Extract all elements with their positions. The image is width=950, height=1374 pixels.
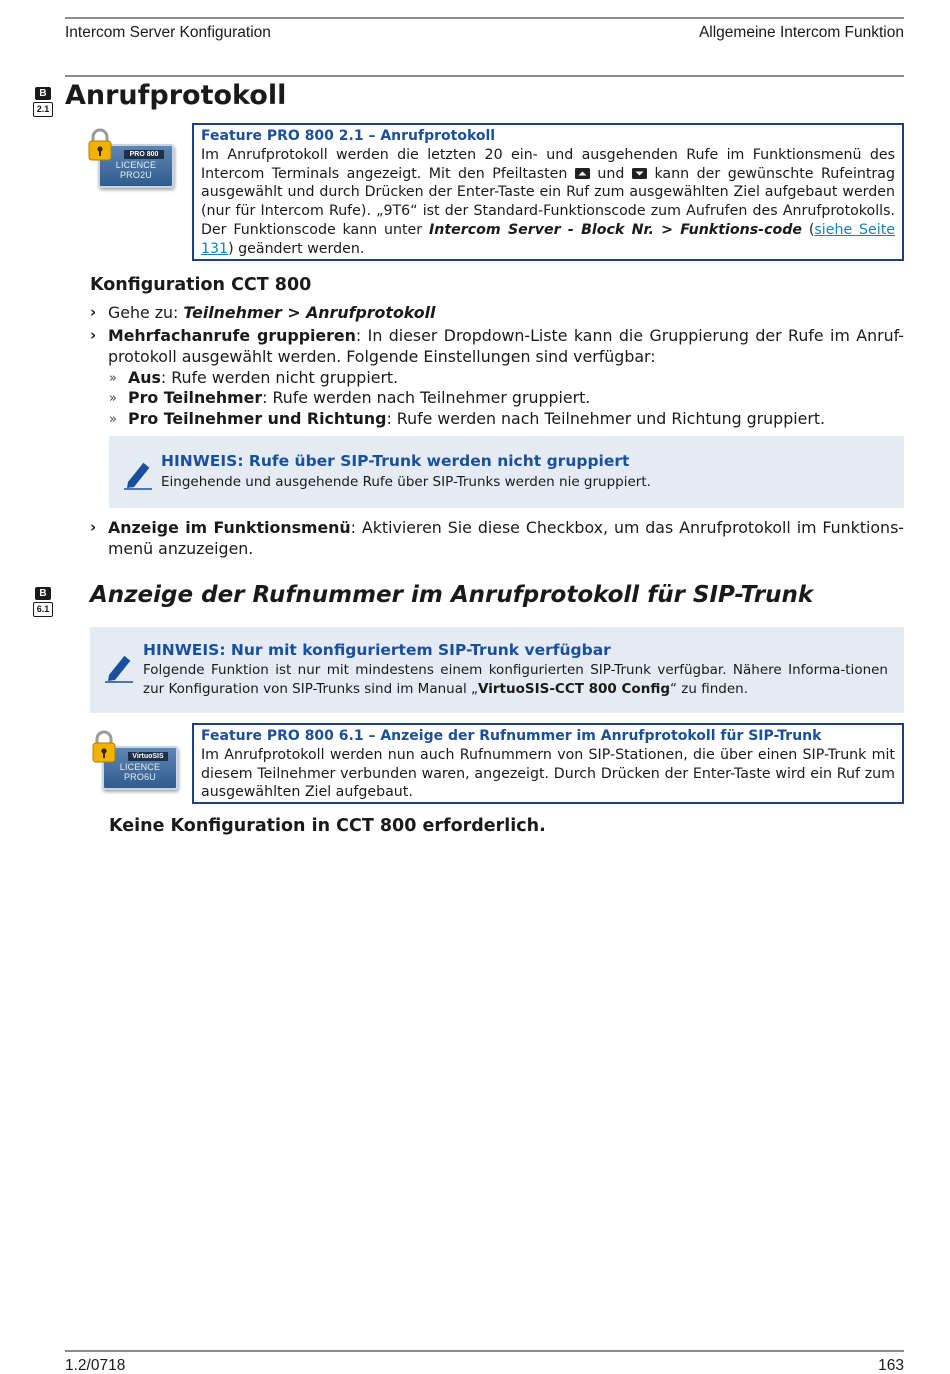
double-chevron-icon: » (109, 412, 117, 427)
footer-rule (65, 1350, 904, 1352)
option-text: : Rufe werden nach Teilnehmer gruppiert. (262, 388, 591, 407)
license-badge-pro6u (92, 730, 184, 794)
badge-letter: B (35, 587, 51, 600)
feature-text-2: kann der gewünschte Rufeintrag ausgewählt und durch Drücken der Enter-Taste ein Ruf zum ausgewählten Ziel aufgebaut werden (nur für Intercom Rufe). „9T6“ ist der Standard-Funktionscode zum Aufrufen des Anrufprotokolls. Der Funktionscode kann unter (201, 165, 895, 238)
license-big-label: LICENCE PRO2U (115, 160, 157, 180)
lock-icon (92, 730, 116, 764)
chevron-right-icon: › (90, 326, 97, 344)
option-text: : Rufe werden nach Teilnehmer und Richtung gruppiert. (386, 409, 826, 428)
no-config-heading: Keine Konfiguration in CCT 800 erforderlich. (109, 816, 546, 836)
goto-path: Teilnehmer > Anrufprotokoll (183, 303, 436, 322)
chevron-right-icon: › (90, 518, 97, 536)
double-chevron-icon: » (109, 371, 117, 386)
note-text-1: Folgende Funktion ist nur mit mindestens einem konfigurierten SIP-Trunk verfügbar. Nähere Informa-tionen zur Konfiguration von SIP-Trunks sind im Manual „ (143, 662, 888, 697)
config-heading: Konfiguration CCT 800 (90, 275, 312, 295)
header-rule (65, 17, 904, 19)
note-box-sip-grouping (109, 436, 904, 508)
display-label: Anzeige im Funktionsmenü (108, 518, 351, 537)
note-body: Eingehende und ausgehende Rufe über SIP-Trunks werden nie gruppiert. (161, 474, 651, 490)
feature-box-6-1 (192, 723, 904, 804)
note-text-2: “ zu finden. (670, 681, 749, 697)
option-label: Aus (128, 368, 161, 387)
chevron-right-icon: › (90, 303, 97, 321)
note-title: HINWEIS: Nur mit konfiguriertem SIP-Trunk verfügbar (143, 641, 611, 659)
lock-icon (88, 128, 112, 162)
license-badge-pro2u (88, 128, 180, 192)
feature-tail: ) geändert werden. (228, 240, 365, 257)
list-item-group (90, 325, 904, 367)
license-big-label: LICENCE PRO6U (119, 762, 161, 782)
option-label: Pro Teilnehmer (128, 388, 263, 407)
header-divider (65, 75, 904, 77)
feature-box-2-1 (192, 123, 904, 261)
header-left: Intercom Server Konfiguration (65, 24, 271, 41)
section-title-sip: Anzeige der Rufnummer im Anrufprotokoll für SIP-Trunk (90, 582, 814, 608)
display-text: : Aktivieren Sie diese Checkbox, um das Anrufprotokoll im Funktions-menü anzuzeigen. (108, 518, 905, 558)
option-label: Pro Teilnehmer und Richtung (128, 409, 387, 428)
badge-number: 6.1 (33, 602, 53, 617)
feature-text-1: Im Anrufprotokoll werden die letzten 20 ein- und ausgehenden Rufe im Funktionsmenü des Intercom Terminals angezeigt. Mit den Pfeiltasten (201, 146, 895, 182)
footer-version: 1.2/0718 (65, 1357, 126, 1374)
list-item-display (90, 517, 905, 559)
note-body (143, 661, 888, 699)
header-right: Allgemeine Intercom Funktion (698, 24, 904, 41)
badge-number: 2.1 (33, 102, 53, 117)
page-title: Anrufprotokoll (65, 80, 287, 111)
group-label: Mehrfachanrufe gruppieren (108, 326, 356, 345)
option-text: : Rufe werden nicht gruppiert. (160, 368, 399, 387)
feature-paren: ( (808, 221, 815, 238)
badge-letter: B (35, 87, 51, 100)
feature-title: Feature PRO 800 2.1 – Anrufprotokoll (201, 128, 496, 144)
option-item-pro-teilnehmer (109, 387, 904, 408)
option-item-pro-teilnehmer-richtung (109, 408, 904, 429)
note-box-sip-required (90, 627, 904, 713)
section-badge-6-1 (33, 587, 53, 617)
feature-and: und (597, 165, 625, 182)
feature-title: Feature PRO 800 6.1 – Anzeige der Rufnummer im Anrufprotokoll für SIP-Trunk (201, 728, 822, 744)
page-number: 163 (878, 1357, 904, 1374)
license-small-label: VirtuoSIS (128, 752, 168, 761)
goto-label: Gehe zu: (108, 303, 179, 322)
arrow-up-key-icon (575, 168, 590, 179)
page-reference-link[interactable]: siehe Seite 131 (201, 221, 895, 257)
feature-body (201, 146, 895, 259)
feature-body: Im Anrufprotokoll werden nun auch Rufnummern von SIP-Stationen, die über einen SIP-Trunk mit diesem Teilnehmer verbunden waren, angezeigt. Durch Drücken der Enter-Taste wird ein Ruf zum ausgewählten Ziel aufgebaut. (201, 746, 895, 801)
pencil-icon (103, 649, 135, 683)
group-text: : In dieser Dropdown-Liste kann die Gruppierung der Rufe im Anruf-protokoll ausgewählt werden. Folgende Einstellungen sind verfügbar: (108, 326, 904, 366)
pencil-icon (122, 456, 154, 490)
double-chevron-icon: » (109, 391, 117, 406)
note-title: HINWEIS: Rufe über SIP-Trunk werden nicht gruppiert (161, 452, 630, 470)
arrow-down-key-icon (632, 168, 647, 179)
section-badge-2-1 (33, 87, 53, 117)
manual-name: VirtuoSIS-CCT 800 Config (478, 681, 670, 697)
list-item-goto (90, 302, 904, 323)
option-item-aus (109, 367, 904, 388)
feature-menu-path: Intercom Server - Block Nr. > Funktions-code (428, 221, 803, 238)
license-small-label: PRO 800 (124, 150, 164, 159)
